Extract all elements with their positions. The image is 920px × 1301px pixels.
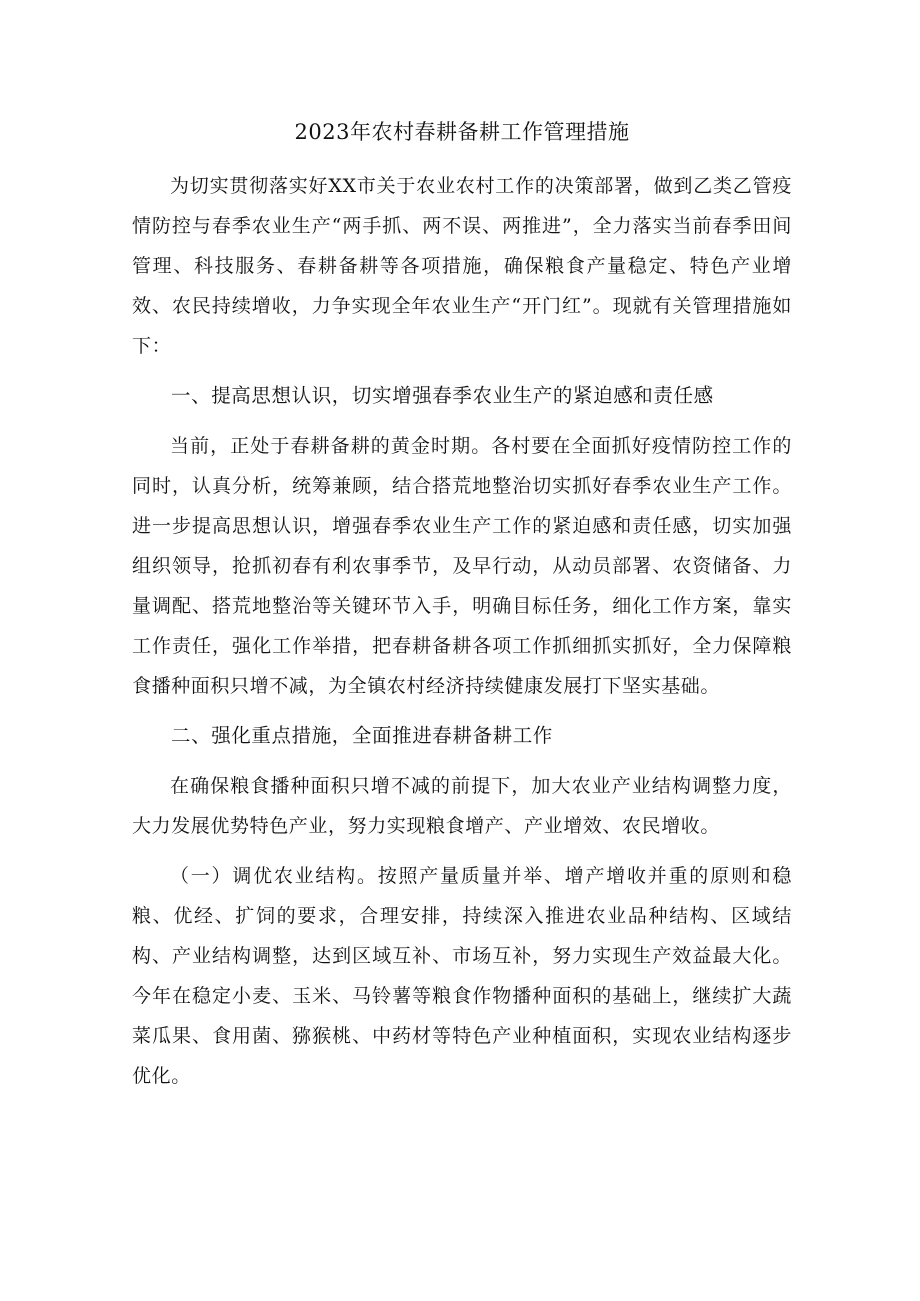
document-content [132, 112, 792, 1096]
spacer [132, 366, 792, 376]
spacer [132, 416, 792, 426]
subsection-1-paragraph: （一）调优农业结构。按照产量质量并举、增产增收并重的原则和稳粮、优经、扩饲的要求，合理安排，持续深入推进农业品种结构、区域结构、产业结构调整，达到区域互补、市场互补，努力实现生产效益最大化。今年在稳定小麦、玉米、马铃薯等粮食作物播种面积的基础上，继续扩大蔬菜瓜果、食用菌、猕猴桃、中药材等特色产业种植面积，实现农业结构逐步优化。 [132, 865, 792, 1087]
section-1-heading: 一、提高思想认识，切实增强春季农业生产的紧迫感和责任感 [171, 384, 714, 407]
spacer [132, 846, 792, 856]
spacer [132, 706, 792, 716]
document-title: 2023年农村春耕备耕工作管理措施 [294, 120, 630, 144]
spacer [132, 756, 792, 766]
section-1-paragraph: 当前，正处于春耕备耕的黄金时期。各村要在全面抓好疫情防控工作的同时，认真分析，统筹兼顾，结合搭荒地整治切实抓好春季农业生产工作。进一步提高思想认识，增强春季农业生产工作的紧迫感和责任感，切实加强组织领导，抢抓初春有利农事季节，及早行动，从动员部署、农资储备、力量调配、搭荒地整治等关键环节入手，明确目标任务，细化工作方案，靠实工作责任，强化工作举措，把春耕备耕各项工作抓细抓实抓好，全力保障粮食播种面积只增不减，为全镇农村经济持续健康发展打下坚实基础。 [132, 435, 792, 697]
section-2-paragraph: 在确保粮食播种面积只增不减的前提下，加大农业产业结构调整力度，大力发展优势特色产业，努力实现粮食增产、产业增效、农民增收。 [132, 775, 792, 837]
section-2-heading: 二、强化重点措施，全面推进春耕备耕工作 [171, 724, 553, 747]
intro-paragraph: 为切实贯彻落实好XX市关于农业农村工作的决策部署，做到乙类乙管疫情防控与春季农业生产“两手抓、两不误、两推进”，全力落实当前春季田间管理、科技服务、春耕备耕等各项措施，确保粮食产量稳定、特色产业增效、农民持续增收，力争实现全年农业生产“开门红”。现就有关管理措施如下： [132, 175, 792, 357]
